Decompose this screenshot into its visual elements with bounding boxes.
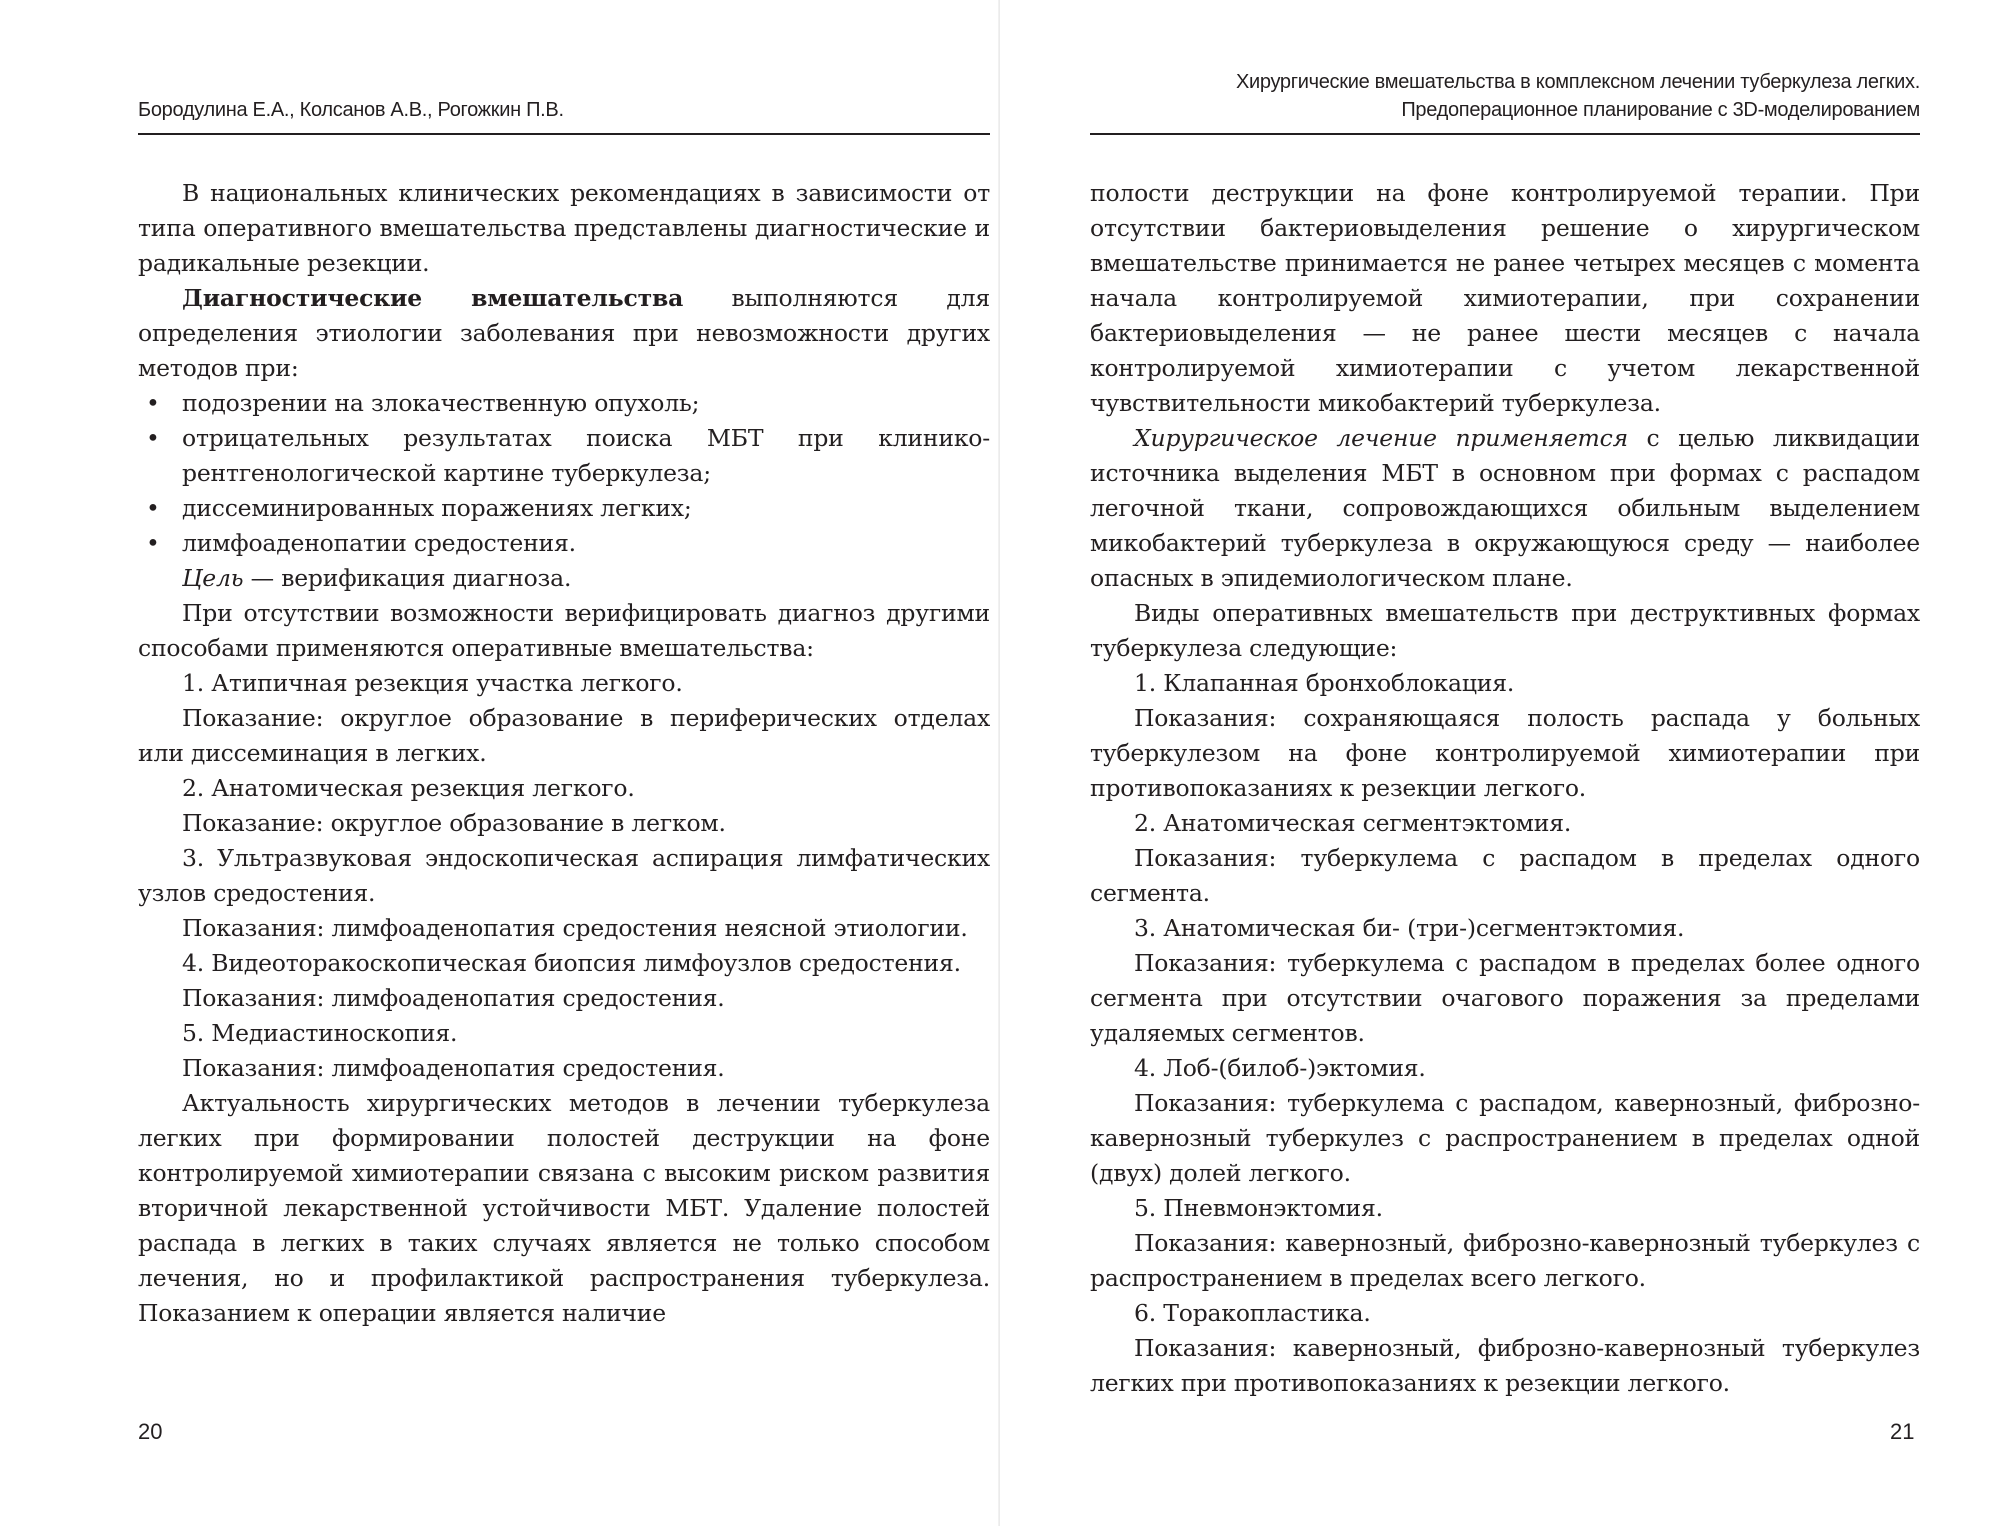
surgical-description: с целью ликвидации источника выделения МБТ в основном при формах с распадом легочной ткани, сопровождающихся обильным выделением микобактерий туберкулеза в окружающуюся среду — наиболее опасных в эпидемиологическом плане. <box>1090 424 1920 592</box>
numbered-item-title: 5. Пневмонэктомия. <box>1134 1194 1383 1222</box>
left-paragraph-intro: В национальных клинических рекомендациях в зависимости от типа оперативного вмешательства представлены диагностические и радикальные резекции. <box>138 179 990 277</box>
goal-description: — верификация диагноза. <box>243 564 572 592</box>
right-page <box>1000 0 2000 1526</box>
numbered-item-title: 2. Анатомическая резекция легкого. <box>182 774 635 802</box>
left-body-text <box>138 176 990 1331</box>
right-page-number: 21 <box>1890 1419 1915 1444</box>
numbered-item-indication: Показания: кавернозный, фиброзно-кавернозный туберкулез с распространением в пределах всего легкого. <box>1090 1229 1920 1292</box>
goal-term: Цель <box>182 564 244 592</box>
left-paragraph-goal <box>138 561 990 596</box>
bullet-item <box>138 491 990 526</box>
numbered-item-indication: Показания: лимфоаденопатия средостения неясной этиологии. <box>182 914 968 942</box>
numbered-item-indication: Показание: округлое образование в периферических отделах или диссеминация в легких. <box>138 704 990 767</box>
diagnostic-term: Диагностические вмешательства <box>182 284 684 312</box>
right-paragraph-continuation: полости деструкции на фоне контролируемой терапии. При отсутствии бактериовыделения решение о хирургическом вмешательстве принимается не ранее четырех месяцев с момента начала контролируемой химиотерапии, при сохранении бактериовыделения — не ранее шести месяцев с начала контролируемой химиотерапии с учетом лекарственной чувствительности микобактерий туберкулеза. <box>1090 179 1920 417</box>
numbered-item-indication: Показания: кавернозный, фиброзно-кавернозный туберкулез легких при противопоказаниях к резекции легкого. <box>1090 1334 1920 1397</box>
diagnostic-description: выполняются для определения этиологии заболевания при невозможности других методов при: <box>138 284 990 382</box>
numbered-item-title: 6. Торакопластика. <box>1134 1299 1371 1327</box>
surgical-term: Хирургическое лечение применяется <box>1134 424 1628 452</box>
bullet-text: подозрении на злокачественную опухоль; <box>182 389 700 417</box>
left-paragraph-operations-intro: При отсутствии возможности верифицировать диагноз другими способами применяются оперативные вмешательства: <box>138 599 990 662</box>
numbered-item-title: 2. Анатомическая сегментэктомия. <box>1134 809 1572 837</box>
bullet-item <box>138 421 990 491</box>
left-header-rule <box>138 133 990 135</box>
numbered-item-title: 3. Ультразвуковая эндоскопическая аспирация лимфатических узлов средостения. <box>138 844 990 907</box>
numbered-item-indication: Показания: сохраняющаяся полость распада у больных туберкулезом на фоне контролируемой химиотерапии при противопоказаниях к резекции легкого. <box>1090 704 1920 802</box>
numbered-item-title: 4. Видеоторакоскопическая биопсия лимфоузлов средостения. <box>182 949 961 977</box>
left-running-header: Бородулина Е.А., Колсанов А.В., Рогожкин П.В. <box>138 99 564 121</box>
numbered-item-title: 3. Анатомическая би- (три-)сегментэктомия. <box>1134 914 1685 942</box>
right-body-text <box>1090 176 1920 1401</box>
right-paragraph-surgical <box>1090 421 1920 596</box>
bullet-text: лимфоаденопатии средостения. <box>182 529 576 557</box>
bullet-item <box>138 386 990 421</box>
numbered-item-title: 1. Атипичная резекция участка легкого. <box>182 669 683 697</box>
bullet-text: диссеминированных поражениях легких; <box>182 494 692 522</box>
numbered-item-title: 1. Клапанная бронхоблокация. <box>1134 669 1515 697</box>
right-paragraph-types-intro: Виды оперативных вмешательств при деструктивных формах туберкулеза следующие: <box>1090 599 1920 662</box>
bullet-icon: • <box>146 424 160 452</box>
right-running-header <box>1060 68 1920 124</box>
numbered-item-indication: Показания: лимфоаденопатия средостения. <box>182 1054 725 1082</box>
numbered-item-indication: Показания: туберкулема с распадом в пределах одного сегмента. <box>1090 844 1920 907</box>
left-paragraph-diagnostic <box>138 281 990 386</box>
numbered-item-indication: Показание: округлое образование в легком. <box>182 809 726 837</box>
left-paragraph-relevance: Актуальность хирургических методов в лечении туберкулеза легких при формировании полостей деструкции на фоне контролируемой химиотерапии связана с высоким риском развития вторичной лекарственной устойчивости МБТ. Удаление полостей распада в легких в таких случаях является не только способом лечения, но и профилактикой распространения туберкулеза. Показанием к операции является наличие <box>138 1089 990 1327</box>
right-header-line-1: Хирургические вмешательства в комплексном лечении туберкулеза легких. <box>1235 71 1920 93</box>
bullet-item <box>138 526 990 561</box>
numbered-item-indication: Показания: туберкулема с распадом, кавернозный, фиброзно-кавернозный туберкулез с распространением в пределах одной (двух) долей легкого. <box>1090 1089 1920 1187</box>
right-header-rule <box>1090 133 1920 135</box>
numbered-item-indication: Показания: туберкулема с распадом в пределах более одного сегмента при отсутствии очагового поражения за пределами удаляемых сегментов. <box>1090 949 1920 1047</box>
bullet-text: отрицательных результатах поиска МБТ при клинико-рентгенологической картине туберкулеза; <box>182 424 990 487</box>
left-page-number: 20 <box>138 1419 163 1444</box>
numbered-item-title: 4. Лоб-(билоб-)эктомия. <box>1134 1054 1426 1082</box>
numbered-item-title: 5. Медиастиноскопия. <box>182 1019 458 1047</box>
bullet-icon: • <box>146 389 160 417</box>
numbered-item-indication: Показания: лимфоаденопатия средостения. <box>182 984 725 1012</box>
bullet-icon: • <box>146 529 160 557</box>
right-header-line-2: Предоперационное планирование с 3D-моделированием <box>1401 99 1920 121</box>
bullet-icon: • <box>146 494 160 522</box>
